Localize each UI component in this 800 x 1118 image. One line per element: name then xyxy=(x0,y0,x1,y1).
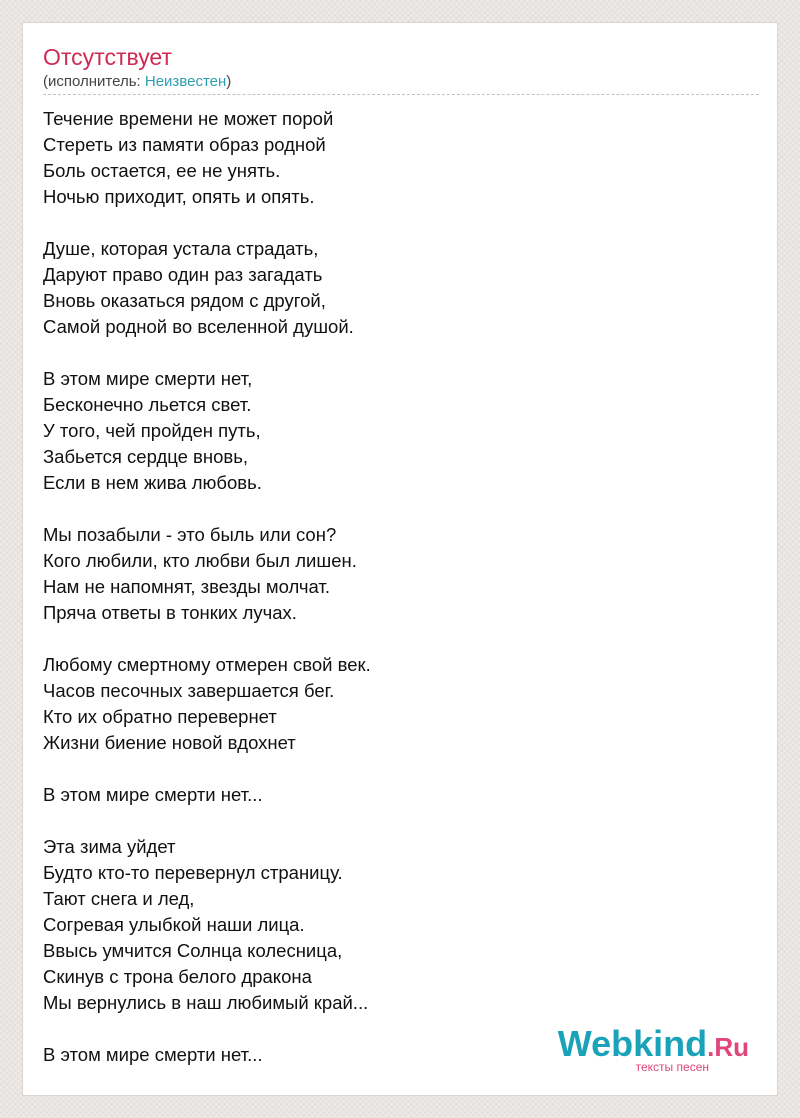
lyric-line: Пряча ответы в тонких лучах. xyxy=(43,602,297,623)
lyric-line: Бесконечно льется свет. xyxy=(43,394,252,415)
lyric-line: Эта зима уйдет xyxy=(43,836,176,857)
artist-prefix: (исполнитель: xyxy=(43,73,145,90)
logo-tagline: тексты песен xyxy=(635,1060,709,1074)
lyric-line: Согревая улыбкой наши лица. xyxy=(43,914,305,935)
stanza xyxy=(43,522,371,626)
lyric-line: Ввысь умчится Солнца колесница, xyxy=(43,940,343,961)
lyric-line: Любому смертному отмерен свой век. xyxy=(43,654,371,675)
lyric-line: Душе, которая устала страдать, xyxy=(43,238,319,259)
lyric-line: Кого любили, кто любви был лишен. xyxy=(43,550,357,571)
stanza xyxy=(43,782,371,808)
lyric-line: Стереть из памяти образ родной xyxy=(43,134,326,155)
lyric-line: Вновь оказаться рядом с другой, xyxy=(43,290,326,311)
stanza xyxy=(43,366,371,496)
lyric-line: Течение времени не может порой xyxy=(43,108,334,129)
lyric-line: Кто их обратно перевернет xyxy=(43,706,277,727)
webkind-logo[interactable] xyxy=(557,1023,749,1074)
lyric-line: В этом мире смерти нет... xyxy=(43,1044,263,1065)
lyric-line: Мы вернулись в наш любимый край... xyxy=(43,992,369,1013)
lyric-line: Забьется сердце вновь, xyxy=(43,446,248,467)
artist-suffix: ) xyxy=(226,73,232,90)
lyric-line: Часов песочных завершается бег. xyxy=(43,680,335,701)
lyric-line: Ночью приходит, опять и опять. xyxy=(43,186,315,207)
stanza xyxy=(43,652,371,756)
lyric-line: Жизни биение новой вдохнет xyxy=(43,732,296,753)
stanza xyxy=(43,1042,371,1068)
title-divider xyxy=(43,94,759,95)
lyric-line: Мы позабыли - это быль или сон? xyxy=(43,524,337,545)
logo-name: Webkind xyxy=(557,1023,708,1064)
artist-link[interactable]: Неизвестен xyxy=(144,73,227,90)
lyrics-card xyxy=(22,22,778,1096)
lyrics-text xyxy=(43,106,371,1094)
lyric-line: Боль остается, ее не унять. xyxy=(43,160,281,181)
stanza xyxy=(43,834,371,1016)
lyric-line: Будто кто-то перевернул страницу. xyxy=(43,862,343,883)
song-title: Отсутствует xyxy=(43,44,172,70)
lyric-line: У того, чей пройден путь, xyxy=(43,420,261,441)
lyric-line: Даруют право один раз загадать xyxy=(43,264,323,285)
lyric-line: Тают снега и лед, xyxy=(43,888,195,909)
stanza xyxy=(43,106,371,210)
logo-tld: .Ru xyxy=(707,1032,749,1062)
lyric-line: Скинув с трона белого дракона xyxy=(43,966,312,987)
stanza xyxy=(43,236,371,340)
lyric-line: Нам не напомнят, звезды молчат. xyxy=(43,576,330,597)
lyric-line: В этом мире смерти нет, xyxy=(43,368,253,389)
artist-line xyxy=(43,73,231,91)
lyric-line: Самой родной во вселенной душой. xyxy=(43,316,354,337)
lyric-line: Если в нем жива любовь. xyxy=(43,472,262,493)
lyric-line: В этом мире смерти нет... xyxy=(43,784,263,805)
